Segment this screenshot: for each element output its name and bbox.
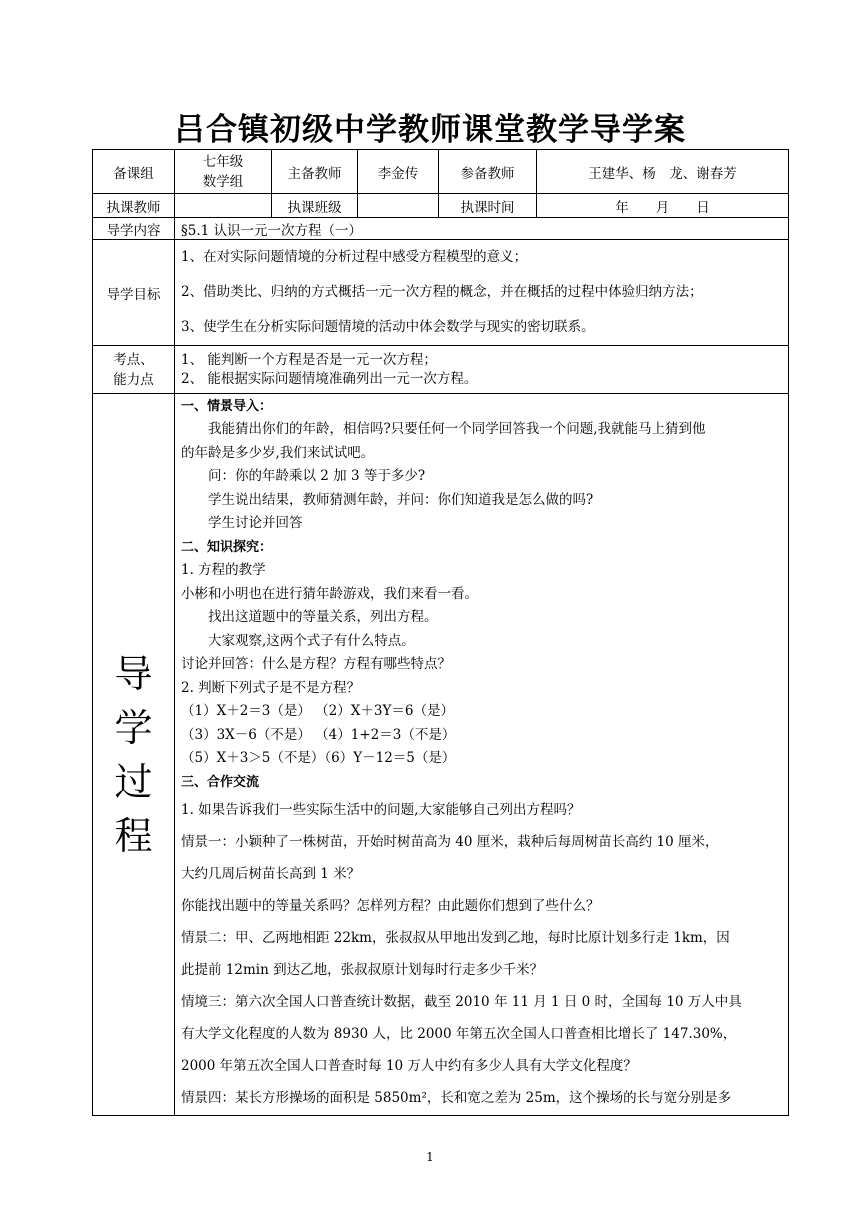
section-heading: 三、合作交流 <box>181 774 260 790</box>
paragraph-line: 讨论并回答：什么是方程？方程有哪些特点？ <box>181 656 451 673</box>
lead-teacher-value: 李金传 <box>358 150 439 194</box>
time-value: 年 月 日 <box>537 194 789 218</box>
paragraph-line: 情景一：小颖种了一株树苗，开始时树苗高为 40 厘米，栽种后每周树苗长高约 10 厘米， <box>181 834 719 851</box>
page-number: 1 <box>426 1150 434 1164</box>
paragraph-line: 小彬和小明也在进行猜年龄游戏，我们来看一看。 <box>181 585 478 602</box>
process-label: 导 学 过 程 <box>93 394 175 1116</box>
key-points-row <box>93 346 789 394</box>
paragraph-line: 2. 判断下列式子是不是方程？ <box>181 679 361 696</box>
key-points-label: 考点、 能力点 <box>93 346 175 394</box>
co-teacher-value: 王建华、杨 龙、谢春芳 <box>537 150 789 194</box>
goals-label: 导学目标 <box>93 240 175 346</box>
paragraph-line: 你能找出题中的等量关系吗？怎样列方程？由此题你们想到了些什么？ <box>181 898 600 915</box>
paragraph-line: 此提前 12min 到达乙地，张叔叔原计划每时行走多少千米？ <box>181 962 544 979</box>
goals-list <box>175 240 789 346</box>
process-content <box>175 394 789 1116</box>
paragraph-line: 大约几周后树苗长高到 1 米？ <box>181 866 361 883</box>
time-label: 执课时间 <box>439 194 537 218</box>
teacher-label: 执课教师 <box>93 194 175 218</box>
section-heading: 二、知识探究： <box>181 539 273 555</box>
equation-line: （1）X＋2＝3（是） （2）X＋3Y＝6（是） <box>181 703 454 720</box>
paragraph-line: 1. 方程的教学 <box>181 562 266 579</box>
paragraph-line: 问：你的年龄乘以 2 加 3 等于多少? <box>208 468 426 485</box>
goal-item: 3、使学生在分析实际问题情境的活动中体会数学与现实的密切联系。 <box>181 319 595 335</box>
paragraph-line: 大家观察,这两个式子有什么特点。 <box>208 632 415 649</box>
section-knowledge <box>181 536 782 795</box>
group-label: 备课组 <box>93 150 175 194</box>
paragraph-line: 情景四：某长方形操场的面积是 5850m²，长和宽之差为 25m，这个操场的长与宽分别是多 <box>181 1090 732 1107</box>
key-point-item: 1、 能判断一个方程是否是一元一次方程； <box>181 351 437 368</box>
process-row <box>93 394 789 1116</box>
goals-row <box>93 240 789 346</box>
paragraph-line: 找出这道题中的等量关系，列出方程。 <box>208 609 438 626</box>
paragraph-line: 学生讨论并回答 <box>208 515 303 532</box>
co-teacher-label: 参备教师 <box>439 150 537 194</box>
lesson-plan-table <box>92 149 789 1116</box>
key-points-list <box>175 346 789 394</box>
group-value: 七年级 数学组 <box>175 150 272 194</box>
goal-item: 1、在对实际问题情境的分析过程中感受方程模型的意义； <box>181 249 528 265</box>
paragraph-line: 1. 如果告诉我们一些实际生活中的问题,大家能够自己列出方程吗？ <box>181 802 581 819</box>
teacher-value <box>175 194 272 218</box>
paragraph-line: 情景二：甲、乙两地相距 22km，张叔叔从甲地出发到乙地，每时比原计划多行走 1km，因 <box>181 930 730 947</box>
class-label: 执课班级 <box>272 194 358 218</box>
section-heading: 一、情景导入： <box>181 398 273 414</box>
paragraph-line: 情境三：第六次全国人口普查统计数据，截至 2010 年 11 月 1 日 0 时，全国每 10 万人中具 <box>181 994 742 1011</box>
header-row-1 <box>93 150 789 194</box>
section-situation <box>181 395 782 536</box>
class-value <box>358 194 439 218</box>
paragraph-line: 学生说出结果，教师猜测年龄，并问：你们知道我是怎么做的吗? <box>208 491 594 508</box>
paragraph-line: 有大学文化程度的人数为 8930 人，比 2000 年第五次全国人口普查相比增长了 147.30%， <box>181 1026 737 1043</box>
key-point-item: 2、 能根据实际问题情境准确列出一元一次方程。 <box>181 370 478 387</box>
header-row-2 <box>93 194 789 218</box>
paragraph-line: 的年龄是多少岁,我们来试试吧。 <box>181 444 375 461</box>
content-row <box>93 218 789 240</box>
content-label: 导学内容 <box>93 218 175 240</box>
content-value: §5.1 认识一元一次方程（一） <box>175 218 789 240</box>
paragraph-line: 我能猜出你们的年龄，相信吗?只要任何一个同学回答我一个问题,我就能马上猜到他 <box>208 421 706 438</box>
page-title: 吕合镇初级中学教师课堂教学导学案 <box>174 112 686 148</box>
section-cooperation <box>181 794 782 1114</box>
equation-line: （3）3X－6（不是） （4）1+2＝3（不是） <box>181 726 456 743</box>
paragraph-line: 2000 年第五次全国人口普查时每 10 万人中约有多少人具有大学文化程度？ <box>181 1058 637 1075</box>
equation-line: （5）X＋3＞5（不是）（6）Y－12＝5（是） <box>181 750 456 767</box>
goal-item: 2、借助类比、归纳的方式概括一元一次方程的概念，并在概括的过程中体验归纳方法； <box>181 284 703 300</box>
lead-teacher-label: 主备教师 <box>272 150 358 194</box>
